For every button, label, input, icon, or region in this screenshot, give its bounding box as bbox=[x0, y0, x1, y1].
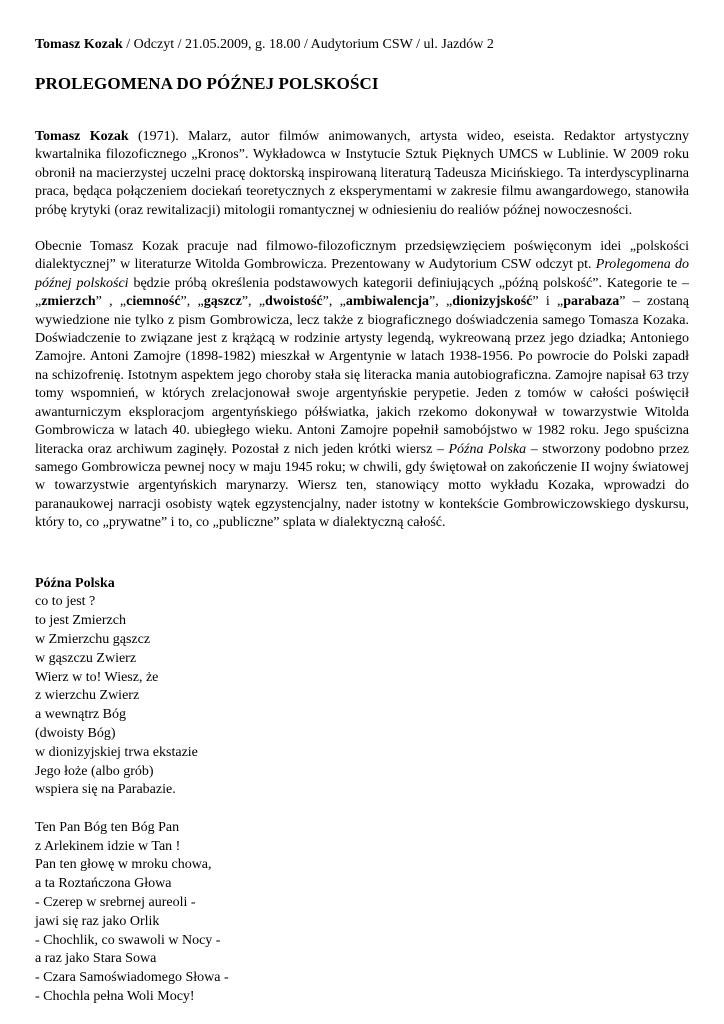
event-header bbox=[35, 36, 689, 54]
poem-title: Późna Polska bbox=[35, 575, 115, 591]
poem-line: w gąszczu Zwierz bbox=[35, 650, 137, 666]
keyword-gaszcz: gąszcz bbox=[203, 294, 242, 310]
poem-line: to jest Zmierzch bbox=[35, 613, 126, 629]
separator: ”, „ bbox=[322, 294, 346, 310]
poem-stanza-1 bbox=[35, 593, 689, 800]
poem-line: a ta Roztańczona Głowa bbox=[35, 876, 172, 892]
description-paragraph bbox=[35, 238, 689, 533]
poem-line: jawi się raz jako Orlik bbox=[35, 913, 160, 929]
poem-line: a wewnątrz Bóg bbox=[35, 707, 126, 723]
poem-line: - Czerep w srebrnej aureoli - bbox=[35, 895, 196, 911]
separator: ”, „ bbox=[429, 294, 453, 310]
bio-text: (1971). Malarz, autor filmów animowanych, artysta wideo, eseista. Redaktor artystyczny kwartalnika filozoficznego „Kronos”. Wykładowca w Instytucie Sztuk Pięknych UMCS w Lublinie. W 2009 roku obronił na macierzystej uczelni pracę doktorską inspirowaną literaturą Tadeusza Micińskiego. Ta interdyscyplinarna praca, będąca połączeniem dociekań teoretycznych z eksperymentami w zakresie filmu awangardowego, stanowiła próbę krytyki (oraz rewitalizacji) mitologii romantycznej w odniesieniu do realiów późnej nowoczesności. bbox=[35, 129, 689, 218]
header-details: / Odczyt / 21.05.2009, g. 18.00 / Audytorium CSW / ul. Jazdów 2 bbox=[122, 37, 494, 52]
keyword-ciemnosc: ciemność bbox=[126, 294, 181, 310]
bio-name: Tomasz Kozak bbox=[35, 129, 129, 144]
separator: ”, „ bbox=[180, 294, 204, 310]
poem-line: Ten Pan Bóg ten Bóg Pan bbox=[35, 819, 180, 835]
poem bbox=[35, 593, 689, 1007]
keyword-dionizyjskosc: dionizyjskość bbox=[452, 294, 533, 310]
poem-line: Pan ten głowę w mroku chowa, bbox=[35, 857, 212, 873]
poem-stanza-2 bbox=[35, 819, 689, 1007]
poem-line: (dwoisty Bóg) bbox=[35, 725, 116, 741]
keyword-zmierzch: zmierzch bbox=[41, 294, 96, 310]
poem-line: wspiera się na Parabazie. bbox=[35, 782, 176, 798]
bio-paragraph bbox=[35, 128, 689, 220]
keyword-ambiwalencja: ambiwalencja bbox=[345, 294, 430, 310]
poem-line: - Czara Samoświadomego Słowa - bbox=[35, 970, 229, 986]
poem-line: - Chochlik, co swawoli w Nocy - bbox=[35, 932, 221, 948]
body-text-4: – stworzony podobno przez samego Gombrowicza pewnej nocy w maju 1945 roku; w chwili, gdy świętował on zakończenie II wojny światowej w towarzystwie argentyńskich marynarzy. Wiersz ten, stanowiący motto wykładu Kozaka, wprowadzi do paranaukowej narracji osobisty wątek egzystencjalny, nader istotny w kontekście Gombrowiczowskiego dyskursu, który to, co „prywatne” i to, co „publiczne” splata w dialektyczną całość. bbox=[35, 441, 689, 531]
work-title: Prolegomena do późnej polskości bbox=[35, 257, 689, 291]
poem-line: co to jest ? bbox=[35, 594, 96, 610]
separator: ” , „ bbox=[95, 294, 127, 310]
poem-line: z wierzchu Zwierz bbox=[35, 688, 140, 704]
keyword-dwoistosc: dwoistość bbox=[265, 294, 323, 310]
body-text-1: Obecnie Tomasz Kozak pracuje nad filmowo-filozoficznym przedsięwzięciem poświęconym idei „polskości dialektycznej” w literaturze Witolda Gombrowicza. Prezentowany w Audytorium CSW odczyt pt. bbox=[35, 239, 689, 273]
separator: ”, „ bbox=[241, 294, 266, 310]
poem-line: Wierz w to! Wiesz, że bbox=[35, 669, 159, 685]
poem-line: a raz jako Stara Sowa bbox=[35, 951, 157, 967]
poem-line: w dionizyjskiej trwa ekstazie bbox=[35, 744, 198, 760]
body-text-2: będzie próbą określenia podstawowych kategorii definiujących „późną polskość”. Kategorie te – „ bbox=[35, 275, 689, 310]
body-text-3: ” – zostaną wywiedzione nie tylko z pism Gombrowicza, lecz także z biograficznego doświadczenia samego Tomasza Kozaka. Doświadczenie to związane jest z krążącą w rodzinie artysty legendą, wykreowaną przez jego dziadka; Antoniego Zamojre. Antoni Zamojre (1898-1982) mieszkał w Argentynie w latach 1938-1956. Po powrocie do Polski zapadł na schizofrenię. Istotnym aspektem jego choroby stała się literacka mania autobiograficzna. Zamojre napisał 63 trzy tomy wspomnień, w których zrelacjonował swoje argentyńskie perypetie. Jeden z tomów w całości poświęcił awanturniczym eksploracjom argentyńskiego półświatka, jakich rzekomo dokonywał w towarzystwie Witolda Gombrowicza w latach 40. ubiegłego wieku. Antoni Zamojre popełnił samobójstwo w 1982 roku. Jego spuścizna literacka oraz archiwum zaginęły. Pozostał z nich jeden krótki wiersz – bbox=[35, 294, 689, 457]
keyword-parabaza: parabaza bbox=[563, 294, 620, 310]
poem-reference: Późna Polska bbox=[448, 441, 527, 457]
separator: ” i „ bbox=[532, 294, 564, 310]
poem-line: w Zmierzchu gąszcz bbox=[35, 631, 151, 647]
page-title: PROLEGOMENA DO PÓŹNEJ POLSKOŚCI bbox=[35, 74, 379, 93]
poem-line: Jego łoże (albo grób) bbox=[35, 763, 154, 779]
poem-line: z Arlekinem idzie w Tan ! bbox=[35, 838, 181, 854]
header-author: Tomasz Kozak bbox=[35, 37, 123, 52]
poem-line: - Chochla pełna Woli Mocy! bbox=[35, 989, 195, 1005]
document-page bbox=[35, 36, 689, 1007]
